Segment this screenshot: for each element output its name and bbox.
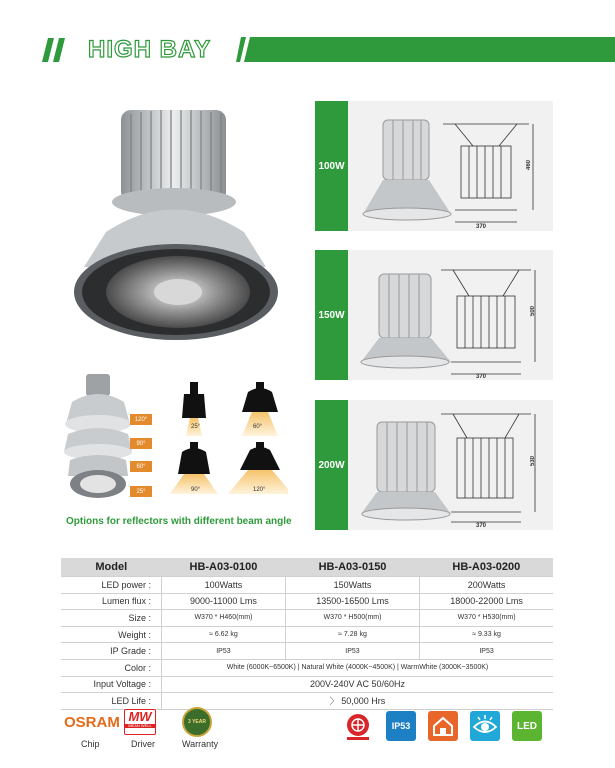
table-row <box>61 643 553 660</box>
beam-tag-60: 60° <box>130 461 152 472</box>
dim-width-150w: 370 <box>476 374 487 380</box>
main-product-image <box>66 92 286 342</box>
meanwell-logo <box>124 709 156 735</box>
beam-tag-120: 120° <box>130 414 152 425</box>
header-model: Model <box>61 558 162 577</box>
cell: W370 * H530(mm) <box>420 610 553 627</box>
dim-width-200w: 370 <box>476 523 487 529</box>
table-row <box>61 626 553 643</box>
panel-150w-tab: 150W <box>315 250 348 380</box>
cell: 150Watts <box>285 577 419 594</box>
header-bar <box>236 37 615 62</box>
lamp-100w-drawing <box>355 106 545 230</box>
lamp-label-120: 120° <box>253 487 266 493</box>
meanwell-mark: MW <box>128 709 152 724</box>
cell: W370 * H460(mm) <box>162 610 286 627</box>
cell: IP53 <box>162 643 286 660</box>
header-model-0150: HB-A03-0150 <box>285 558 419 577</box>
meanwell-text: MEAN WELL <box>125 724 155 728</box>
cell: 18000-22000 Lms <box>420 593 553 610</box>
lamp-150w-drawing <box>355 256 545 380</box>
footer-label-chip: Chip <box>81 739 100 749</box>
table-row <box>61 577 553 594</box>
page-title: HIGH BAY <box>88 36 212 63</box>
cell: ≈ 9.33 kg <box>420 626 553 643</box>
lamp-label-25: 25° <box>191 424 201 430</box>
cell: 〉 50,000 Hrs <box>162 693 554 710</box>
reflector-caption: Options for reflectors with different beam angle <box>66 516 292 527</box>
cell: IP53 <box>285 643 419 660</box>
certification-icon <box>343 711 373 741</box>
led-badge: LED <box>512 711 542 741</box>
cell: IP53 <box>420 643 553 660</box>
panel-200w-tab: 200W <box>315 400 348 530</box>
header-model-0100: HB-A03-0100 <box>162 558 286 577</box>
table-row <box>61 693 553 710</box>
header-slash-icon <box>42 38 68 62</box>
table-row <box>61 676 553 693</box>
warranty-badge: 3 YEAR <box>182 707 212 737</box>
house-icon <box>428 711 458 741</box>
table-row <box>61 610 553 627</box>
table-header-row <box>61 558 553 577</box>
row-label: Weight : <box>61 626 162 643</box>
cell: W370 * H500(mm) <box>285 610 419 627</box>
table-row <box>61 593 553 610</box>
dim-height-100w: 460 <box>526 160 532 171</box>
row-label: LED Life : <box>61 693 162 710</box>
lamp-200w-drawing <box>355 404 545 528</box>
eye-care-icon <box>470 711 500 741</box>
footer-label-driver: Driver <box>131 739 155 749</box>
cell: 200V-240V AC 50/60Hz <box>162 676 554 693</box>
dim-height-150w: 500 <box>530 306 536 317</box>
cell: 200Watts <box>420 577 553 594</box>
row-label: LED power : <box>61 577 162 594</box>
ip53-badge: IP53 <box>386 711 416 741</box>
row-label: Color : <box>61 659 162 676</box>
row-label: Input Voltage : <box>61 676 162 693</box>
dim-height-200w: 530 <box>530 456 536 467</box>
spec-table <box>61 558 553 710</box>
table-row <box>61 659 553 676</box>
osram-logo: OSRAM <box>64 714 120 731</box>
cell: 100Watts <box>162 577 286 594</box>
dim-width-100w: 370 <box>476 224 487 230</box>
cell: ≈ 7.28 kg <box>285 626 419 643</box>
cell: White (6000K~6500K) | Natural White (4000K~4500K) | WarmWhite (3000K~3500K) <box>162 659 554 676</box>
beam-angle-lamps-image <box>168 378 288 498</box>
footer-label-warranty: Warranty <box>182 739 219 749</box>
reflector-stack-image <box>58 372 138 502</box>
beam-tag-90: 90° <box>130 438 152 449</box>
beam-tag-25: 25° <box>130 486 152 497</box>
header-model-0200: HB-A03-0200 <box>420 558 553 577</box>
cell: 9000-11000 Lms <box>162 593 286 610</box>
row-label: Size : <box>61 610 162 627</box>
row-label: Lumen flux : <box>61 593 162 610</box>
row-label: IP Grade : <box>61 643 162 660</box>
cell: 13500-16500 Lms <box>285 593 419 610</box>
cell: ≈ 6.62 kg <box>162 626 286 643</box>
lamp-label-90: 90° <box>191 487 201 493</box>
panel-100w-tab: 100W <box>315 101 348 231</box>
lamp-label-60: 60° <box>253 424 263 430</box>
header-bar-slash-icon <box>236 37 256 62</box>
